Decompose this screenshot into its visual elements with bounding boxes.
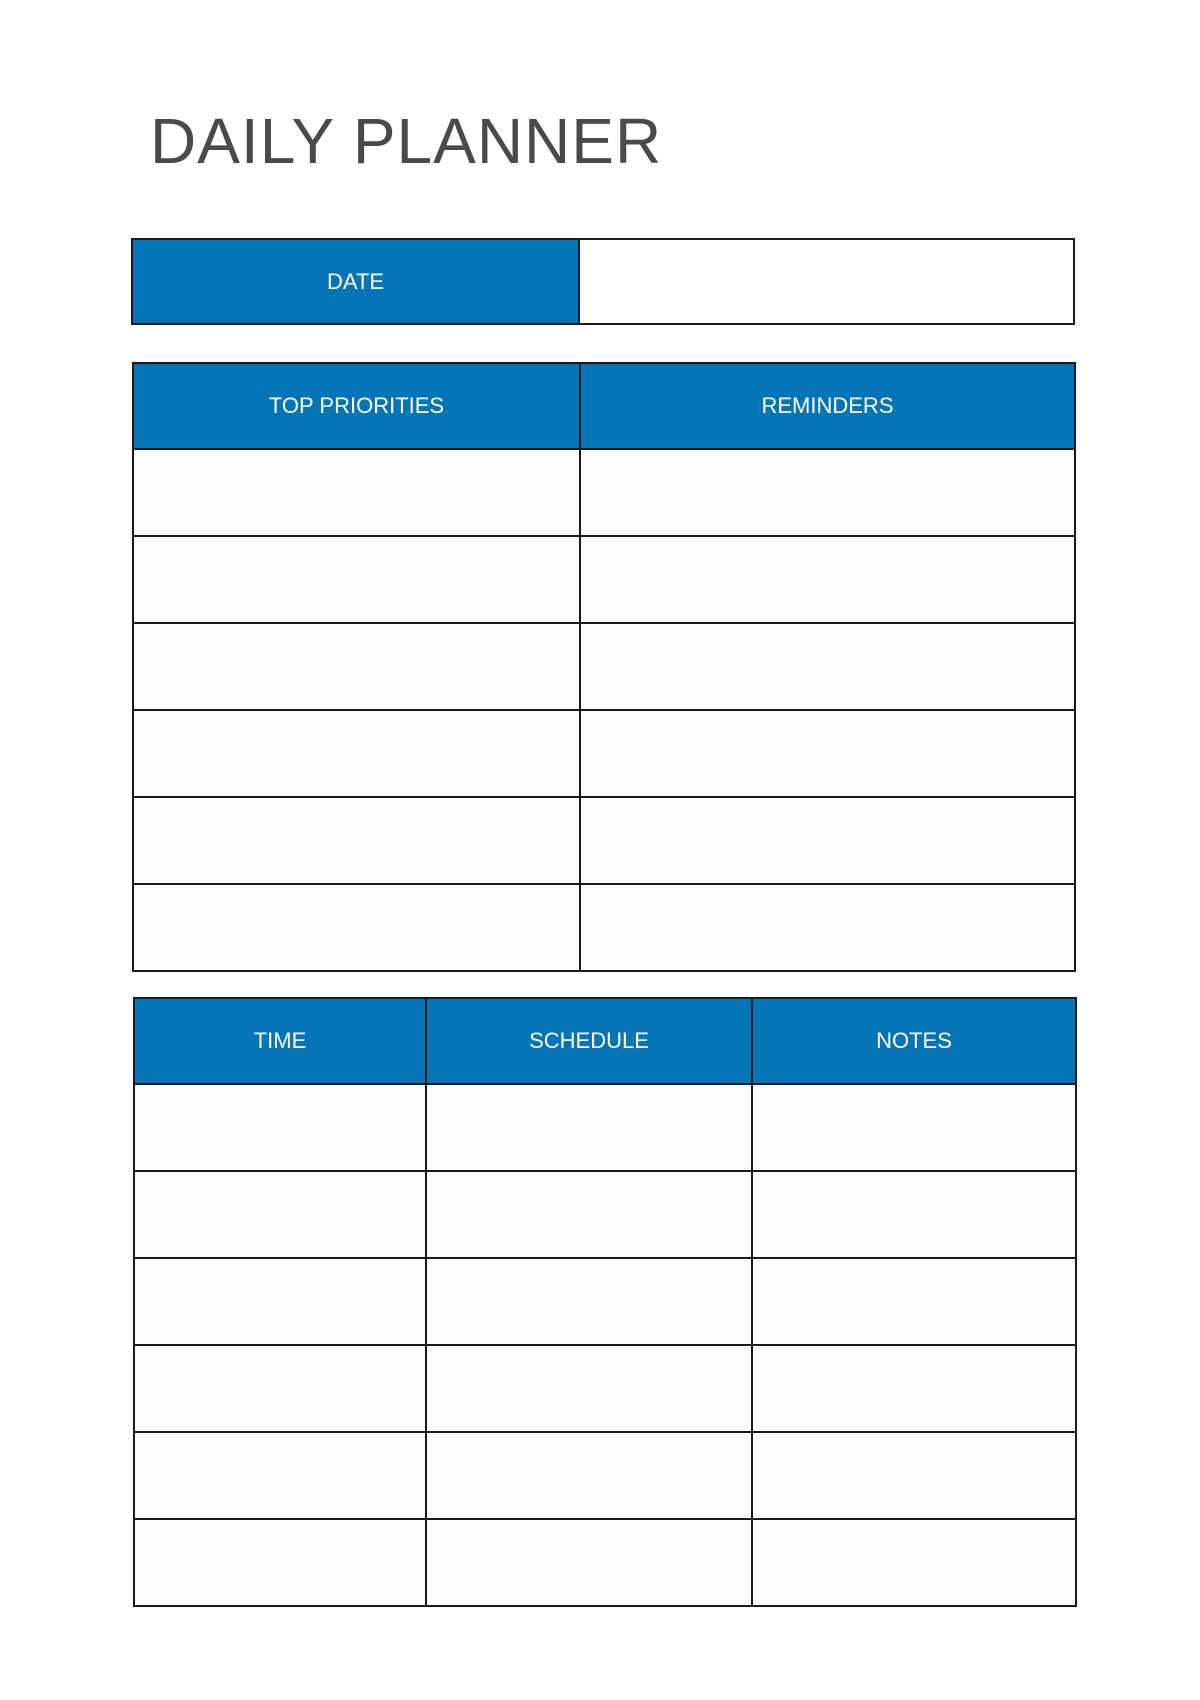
header-top-priorities: TOP PRIORITIES bbox=[133, 363, 580, 449]
table-row bbox=[134, 1258, 1076, 1345]
table-row bbox=[134, 1171, 1076, 1258]
table-row bbox=[134, 1345, 1076, 1432]
reminder-cell[interactable] bbox=[580, 884, 1075, 971]
table-row bbox=[133, 536, 1075, 623]
notes-cell[interactable] bbox=[752, 1084, 1076, 1171]
time-cell[interactable] bbox=[134, 1432, 426, 1519]
notes-cell[interactable] bbox=[752, 1432, 1076, 1519]
table-row bbox=[133, 884, 1075, 971]
priorities-table bbox=[132, 362, 1076, 972]
time-cell[interactable] bbox=[134, 1345, 426, 1432]
date-field[interactable] bbox=[579, 239, 1074, 324]
header-notes: NOTES bbox=[752, 998, 1076, 1084]
header-time: TIME bbox=[134, 998, 426, 1084]
reminder-cell[interactable] bbox=[580, 623, 1075, 710]
priority-cell[interactable] bbox=[133, 710, 580, 797]
table-row bbox=[134, 1519, 1076, 1606]
priority-cell[interactable] bbox=[133, 797, 580, 884]
notes-cell[interactable] bbox=[752, 1171, 1076, 1258]
time-cell[interactable] bbox=[134, 1084, 426, 1171]
table-row bbox=[134, 1432, 1076, 1519]
priority-cell[interactable] bbox=[133, 449, 580, 536]
table-row bbox=[133, 710, 1075, 797]
time-cell[interactable] bbox=[134, 1258, 426, 1345]
schedule-cell[interactable] bbox=[426, 1345, 752, 1432]
notes-cell[interactable] bbox=[752, 1519, 1076, 1606]
priority-cell[interactable] bbox=[133, 536, 580, 623]
reminder-cell[interactable] bbox=[580, 536, 1075, 623]
notes-cell[interactable] bbox=[752, 1258, 1076, 1345]
time-cell[interactable] bbox=[134, 1171, 426, 1258]
date-label: DATE bbox=[132, 239, 579, 324]
schedule-cell[interactable] bbox=[426, 1258, 752, 1345]
header-schedule: SCHEDULE bbox=[426, 998, 752, 1084]
schedule-cell[interactable] bbox=[426, 1519, 752, 1606]
table-row bbox=[133, 623, 1075, 710]
time-cell[interactable] bbox=[134, 1519, 426, 1606]
table-row bbox=[133, 449, 1075, 536]
reminder-cell[interactable] bbox=[580, 449, 1075, 536]
schedule-cell[interactable] bbox=[426, 1084, 752, 1171]
page-title: DAILY PLANNER bbox=[150, 105, 663, 177]
schedule-cell[interactable] bbox=[426, 1432, 752, 1519]
header-reminders: REMINDERS bbox=[580, 363, 1075, 449]
table-row bbox=[134, 1084, 1076, 1171]
reminder-cell[interactable] bbox=[580, 710, 1075, 797]
schedule-table bbox=[133, 997, 1077, 1607]
priority-cell[interactable] bbox=[133, 884, 580, 971]
notes-cell[interactable] bbox=[752, 1345, 1076, 1432]
schedule-cell[interactable] bbox=[426, 1171, 752, 1258]
date-table bbox=[131, 238, 1075, 325]
table-row bbox=[133, 797, 1075, 884]
reminder-cell[interactable] bbox=[580, 797, 1075, 884]
priority-cell[interactable] bbox=[133, 623, 580, 710]
